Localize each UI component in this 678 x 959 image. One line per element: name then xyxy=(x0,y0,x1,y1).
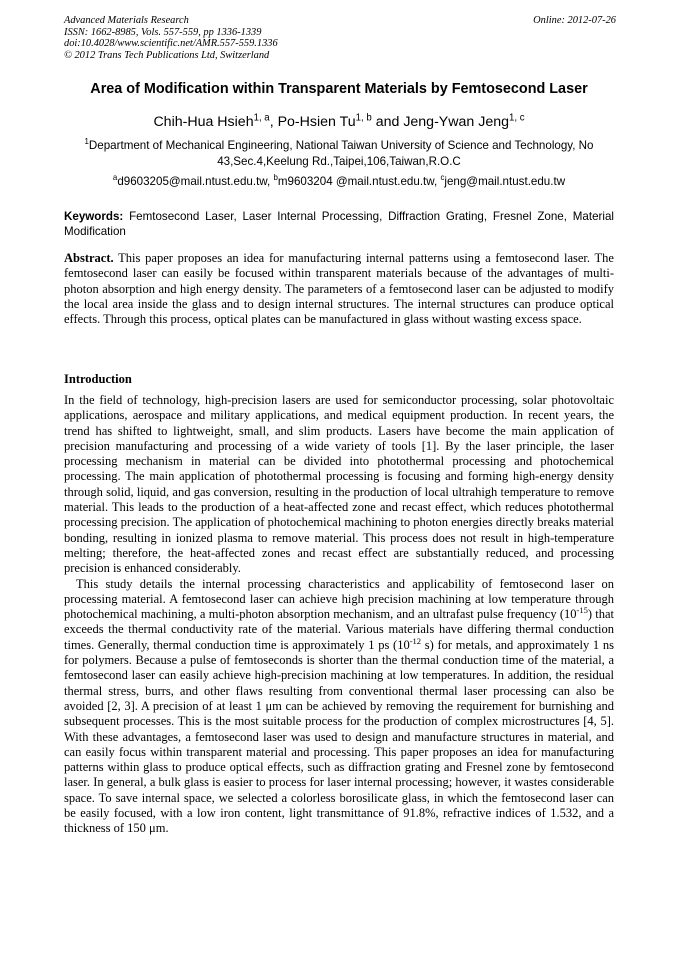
online-date: Online: 2012-07-26 xyxy=(533,15,616,26)
email-superscript: c xyxy=(440,173,445,183)
author-name: Jeng-Ywan Jeng xyxy=(403,114,509,130)
copyright-line: © 2012 Trans Tech Publications Ltd, Switzerland xyxy=(64,49,270,61)
author-name: Chih-Hua Hsieh xyxy=(153,114,254,130)
abstract-label: Abstract. xyxy=(64,251,114,265)
abstract-text: This paper proposes an idea for manufacturing internal patterns using a femtosecond laser. The femtosecond laser can easily be focused within transparent materials because of the advantages of multi-photon absorption and high energy density. The parameters of a femtosecond laser can be adjusted to modify the local area inside the glass and to design internal structures. The internal structures can produce optical effects. Through this process, optical plates can be manufactured in glass without wasting excess space. xyxy=(64,251,614,327)
intro-p2-text: ) that exceeds the thermal conductivity rate of the material. Various materials have differing thermal conduction times. Generally, thermal conduction time is approximately 1 ps (10 xyxy=(64,607,614,652)
introduction-body xyxy=(64,393,614,837)
paper-title: Area of Modification within Transparent Materials by Femtosecond Laser xyxy=(90,81,588,97)
keywords-text: Femtosecond Laser, Laser Internal Processing, Diffraction Grating, Fresnel Zone, Material Modification xyxy=(64,210,614,238)
journal-header xyxy=(64,15,616,61)
author-superscript: 1, a xyxy=(253,112,270,124)
author-name: Po-Hsien Tu xyxy=(277,114,356,130)
email-address: d9603205@mail.ntust.edu.tw, xyxy=(117,175,274,188)
affiliation xyxy=(64,138,614,170)
intro-paragraph-1: In the field of technology, high-precision lasers are used for semiconductor processing, solar photovoltaic applications, aerospace and military applications, and medical equipment production. In recent years, the trend has shifted to lightweight, small, and slim products. Lasers have become the main application of precision manufacturing and processing of a wide variety of tools [1]. By the laser principle, the laser processing mechanism in material can be divided into photothermal processing and photochemical processing. The main application of photothermal processing is focusing and forming high-energy density through solid, liquid, and gas conversion, resulting in the production of local ultrahigh temperature to remove material. This leads to the production of a heat-affected zone and recast effect, which reduces photothermal processing precision. The application of photochemical machining to photon energies directly breaks material bonding, resulting in ionized plasma to remove material. This process does not result in high-temperature melting; therefore, the heat-affected zones and recast effect are substantially reduced, and processing precision is enhanced considerably. xyxy=(64,393,614,576)
author-list xyxy=(64,112,614,132)
keywords-label: Keywords: xyxy=(64,210,124,223)
journal-name: Advanced Materials Research xyxy=(64,15,189,26)
email-superscript: b xyxy=(273,173,278,183)
email-superscript: a xyxy=(112,173,118,183)
keywords-section xyxy=(64,210,614,240)
email-address: jeng@mail.ntust.edu.tw xyxy=(444,175,566,188)
exponent-superscript: -15 xyxy=(576,605,588,615)
introduction-heading: Introduction xyxy=(64,372,132,386)
author-superscript: 1, c xyxy=(509,112,525,124)
intro-p2-text: This study details the internal processing characteristics and applicability of femtosecond laser on processing material. A femtosecond laser can achieve high precision machining at low temperature through photochemical machining, a multi-photon absorption mechanism, and an ultrafast pulse frequency (10 xyxy=(64,576,614,622)
intro-paragraph-2 xyxy=(64,577,614,837)
doi-line: doi:10.4028/www.scientific.net/AMR.557-559.1336 xyxy=(64,38,278,50)
affiliation-superscript: 1 xyxy=(84,137,89,147)
affiliation-text: Department of Mechanical Engineering, National Taiwan University of Science and Technology, No 43,Sec.4,Keelung Rd.,Taipei,106,Taiwan,R.O.C xyxy=(88,139,594,168)
email-address: m9603204 @mail.ntust.edu.tw, xyxy=(277,175,441,188)
issn-line: ISSN: 1662-8985, Vols. 557-559, pp 1336-1339 xyxy=(64,26,262,38)
author-superscript: 1, b xyxy=(355,112,372,124)
author-separator: , xyxy=(269,114,278,130)
author-separator: and xyxy=(371,114,404,130)
author-emails xyxy=(64,174,614,189)
exponent-superscript: -12 xyxy=(409,635,422,646)
abstract-section xyxy=(64,251,614,327)
intro-p2-text: s) for metals, and approximately 1 ns for polymers. Because a pulse of femtoseconds is shorter than the thermal conduction time of the material, a femtosecond laser can easily achieve high-precision machining at low temperatures. In addition, the residual thermal stress, burrs, and other flaws resulting from conventional thermal laser processing can also be avoided [2, 3]. A precision of at least 1 μm can be achieved by removing the requirement for burnishing and subsequent processes. This is the most suitable process for the production of complex microstructures [4, 5]. With these advantages, a femtosecond laser was used to design and manufacture structures in material, and can easily focus within transparent material and processing. This paper proposes an idea for manufacturing patterns within glass to produce optical effects, such as diffraction grating and Fresnel zone by femtosecond laser. In general, a bulk glass is easier to process for laser internal processing; however, it wastes considerable space. To save internal space, we selected a colorless borosilicate glass, in which the femtosecond laser can be easily focused, with a low iron content, light transmittance of 91.8%, refractive indices of 1.532, and a thickness of 150 μm. xyxy=(64,637,614,836)
